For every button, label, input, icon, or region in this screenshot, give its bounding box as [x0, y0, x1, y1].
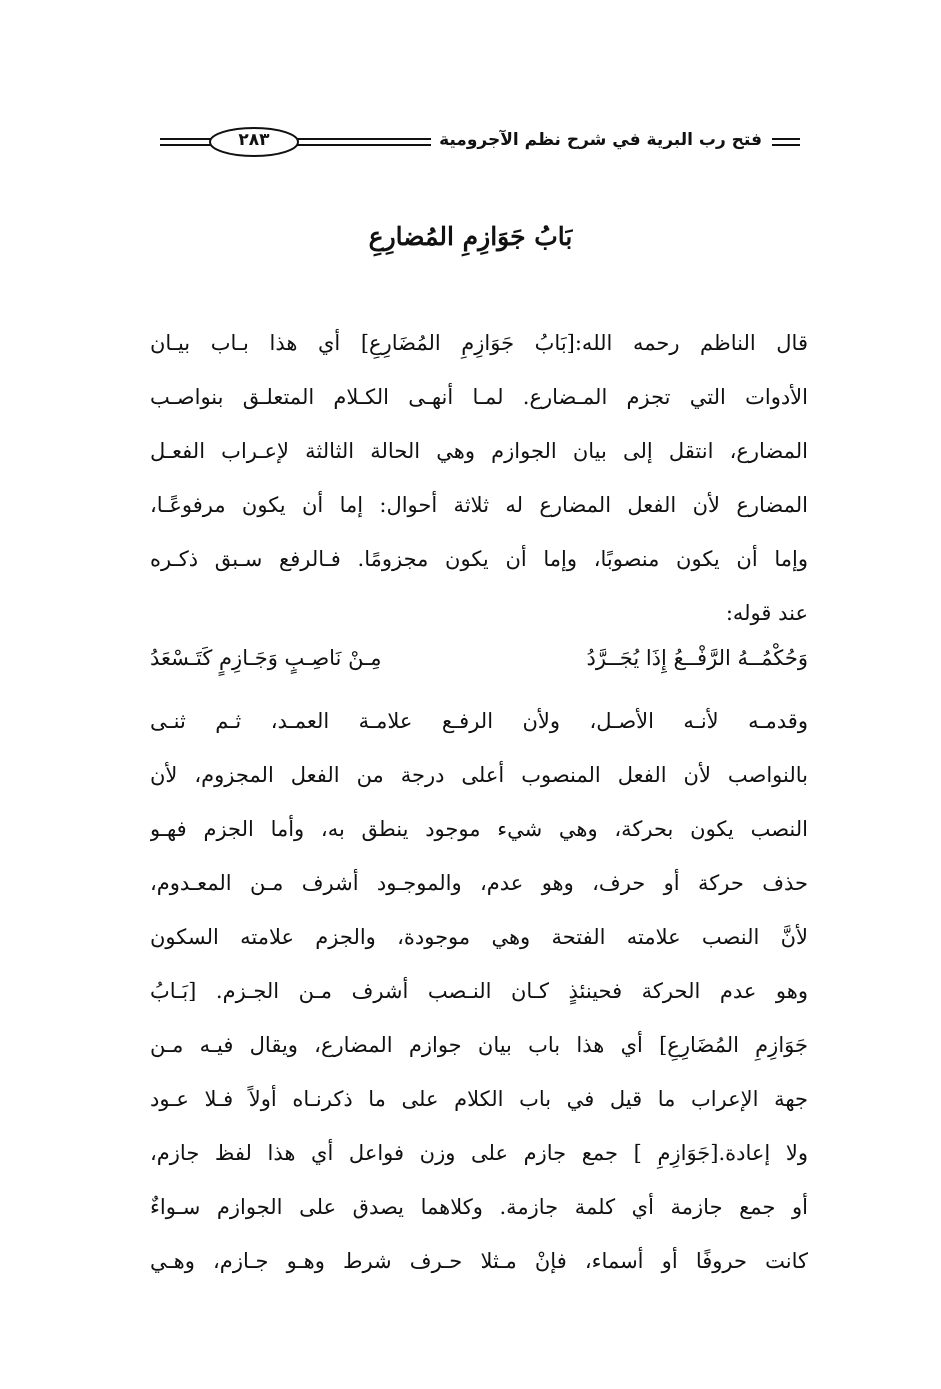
text-line: وهو عدم الحركة فحينئذٍ كـان النـصب أشرف مـن الجـزم. [بَـابُ [150, 979, 808, 1003]
verse-second-hemistich: مِـنْ نَاصِـبٍ وَجَـازِمٍ كَتَـسْعَدُ [150, 646, 382, 670]
verse-first-hemistich: وَحُكْمُــهُ الرَّفْــعُ إِذَا يُجَــرَّدُ [586, 646, 808, 670]
page-number: ٢٨٣ [238, 130, 270, 150]
text-line: النصب يكون بحركة، وهي شيء موجود ينطق به، وأما الجزم فهـو [150, 817, 808, 841]
text-line: ولا إعادة.[جَوَازِمِ ] جمع جازم على وزن فواعل أي هذا لفظ جازم، [150, 1141, 808, 1165]
text-line: وقدمـه لأنـه الأصـل، ولأن الرفـع علامـة العمـد، ثـم ثنـى [150, 709, 808, 733]
running-title: فتح رب البرية في شرح نظم الآجرومية [431, 130, 770, 150]
text-line: لأنَّ النصب علامته الفتحة وهي موجودة، والجزم علامته السكون [150, 925, 808, 949]
paragraph-2 [150, 694, 808, 1288]
text-line: وإما أن يكون منصوبًا، وإما أن يكون مجزومًا. فـالرفع سـبق ذكـره [150, 547, 808, 571]
text-line: قال الناظم رحمه الله:[بَابُ جَوَازِمِ المُضَارِعِ] أي هذا بـاب بيـان [150, 331, 808, 355]
paragraph-1 [150, 316, 808, 640]
text-line: جهة الإعراب ما قيل في باب الكلام على ما ذكرنـاه أولاً فـلا عـود [150, 1087, 808, 1111]
text-line: أو جمع جازمة أي كلمة جازمة. وكلاهما يصدق على الجوازم سـواءٌ [150, 1195, 808, 1219]
text-line: كانت حروفًا أو أسماء، فإنْ مـثلا حـرف شرط وهـو جـازم، وهـي [150, 1249, 808, 1273]
text-line: الأدوات التي تجزم المـضارع. لمـا أنهـى الكـلام المتعلـق بنواصـب [150, 385, 808, 409]
page-header [160, 120, 800, 168]
text-line: حذف حركة أو حرف، وهو عدم، والموجـود أشرف مـن المعـدوم، [150, 871, 808, 895]
text-line: المضارع، انتقل إلى بيان الجوازم وهي الحالة الثالثة لإعـراب الفعـل [150, 439, 808, 463]
chapter-title: بَابُ جَوَازِمِ المُضارِعِ [368, 222, 573, 251]
text-line: بالنواصب لأن الفعل المنصوب أعلى درجة من الفعل المجزوم، لأن [150, 763, 808, 787]
text-line: عند قوله: [725, 601, 808, 625]
poetry-verse [150, 640, 808, 690]
text-line: المضارع لأن الفعل المضارع له ثلاثة أحوال: إما أن يكون مرفوعًـا، [150, 493, 808, 517]
text-line: جَوَازِمِ المُضَارِعِ] أي هذا باب بيان جوازم المضارع، ويقال فيـه مـن [150, 1033, 808, 1057]
